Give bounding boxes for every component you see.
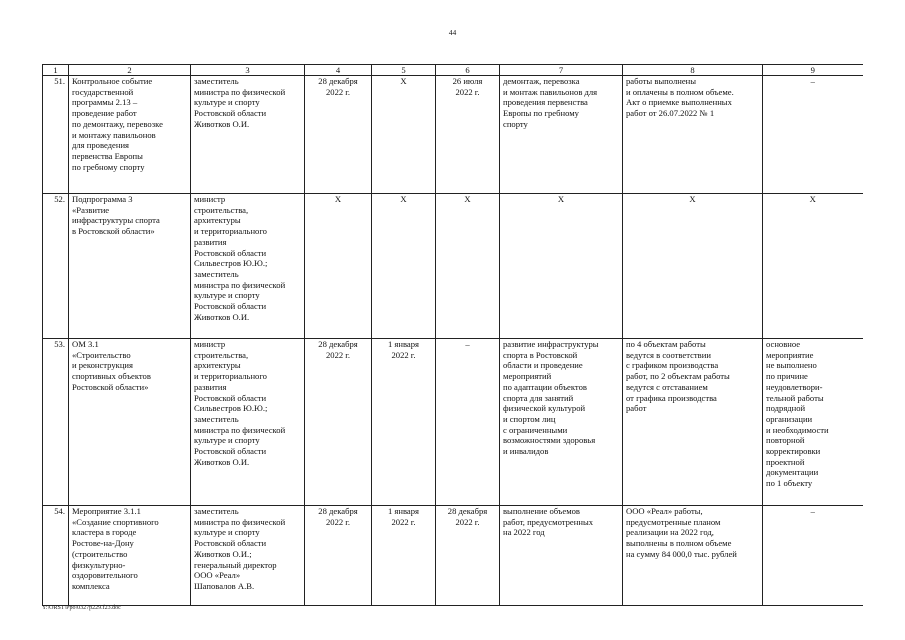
actual-result: по 4 объектам работы ведутся в соответствии с графиком производства работ, по 2 объектам работы ведутся с отставанием от графика производства работ bbox=[623, 339, 763, 506]
row-number: 53. bbox=[43, 339, 69, 506]
expected-result: развитие инфраструктуры спорта в Ростовской области и проведение мероприятий по адаптации объектов спорта для занятий физической культурой и спортом лиц с ограниченными возможностями здоровья и инвалидов bbox=[500, 339, 623, 506]
expected-result: выполнение объемов работ, предусмотренных на 2022 год bbox=[500, 506, 623, 606]
item-name: Мероприятие 3.1.1 «Создание спортивного кластера в городе Ростове-на-Дону (строительство физкультурно- оздоровительного комплекса bbox=[69, 506, 191, 606]
table-row bbox=[43, 506, 863, 606]
planned-date: Х bbox=[305, 194, 372, 339]
actual-result: ООО «Реал» работы, предусмотренные планом реализации на 2022 год, выполнены в полном объеме на сумму 84 000,0 тыс. рублей bbox=[623, 506, 763, 606]
actual-date: – bbox=[436, 339, 500, 506]
actual-result: работы выполнены и оплачены в полном объеме. Акт о приемке выполненных работ от 26.07.2022 № 1 bbox=[623, 76, 763, 194]
row-number: 52. bbox=[43, 194, 69, 339]
column-number: 2 bbox=[69, 65, 191, 76]
actual-date: 28 декабря 2022 г. bbox=[436, 506, 500, 606]
expected-result: демонтаж, перевозка и монтаж павильонов для проведения первенства Европы по гребному спорту bbox=[500, 76, 623, 194]
start-date: Х bbox=[372, 76, 436, 194]
start-date: Х bbox=[372, 194, 436, 339]
deviation-reason: Х bbox=[763, 194, 863, 339]
item-name: Контрольное событие государственной программы 2.13 – проведение работ по демонтажу, перевозке и монтажу павильонов для проведения первенства Европы по гребному спорту bbox=[69, 76, 191, 194]
column-number: 1 bbox=[43, 65, 69, 76]
report-table bbox=[42, 64, 863, 606]
responsible-person: заместитель министра по физической культуре и спорту Ростовской области Животков О.И.; генеральный директор ООО «Реал» Шаповалов А.В. bbox=[191, 506, 305, 606]
row-number: 54. bbox=[43, 506, 69, 606]
column-number: 7 bbox=[500, 65, 623, 76]
deviation-reason: – bbox=[763, 76, 863, 194]
expected-result: Х bbox=[500, 194, 623, 339]
responsible-person: министр строительства, архитектуры и территориального развития Ростовской области Сильвестров Ю.Ю.; заместитель министра по физической культуре и спорту Ростовской области Животков О.И. bbox=[191, 339, 305, 506]
column-number: 8 bbox=[623, 65, 763, 76]
planned-date: 28 декабря 2022 г. bbox=[305, 76, 372, 194]
column-number: 5 bbox=[372, 65, 436, 76]
responsible-person: министр строительства, архитектуры и территориального развития Ростовской области Сильвестров Ю.Ю.; заместитель министра по физической культуре и спорту Ростовской области Животков О.И. bbox=[191, 194, 305, 339]
row-number: 51. bbox=[43, 76, 69, 194]
file-path-footer: Y:\ORST\Ppo\0327p229.f23.doc bbox=[42, 605, 121, 611]
column-number: 4 bbox=[305, 65, 372, 76]
planned-date: 28 декабря 2022 г. bbox=[305, 506, 372, 606]
table-row bbox=[43, 76, 863, 194]
item-name: Подпрограмма 3 «Развитие инфраструктуры спорта в Ростовской области» bbox=[69, 194, 191, 339]
responsible-person: заместитель министра по физической культуре и спорту Ростовской области Животков О.И. bbox=[191, 76, 305, 194]
table-row bbox=[43, 339, 863, 506]
start-date: 1 января 2022 г. bbox=[372, 506, 436, 606]
deviation-reason: основное мероприятие не выполнено по причине неудовлетвори- тельной работы подрядной организации и необходимости повторной корректировки проектной документации по 1 объекту bbox=[763, 339, 863, 506]
actual-date: 26 июля 2022 г. bbox=[436, 76, 500, 194]
actual-date: Х bbox=[436, 194, 500, 339]
column-number: 6 bbox=[436, 65, 500, 76]
column-number-row bbox=[43, 65, 863, 76]
table-row bbox=[43, 194, 863, 339]
planned-date: 28 декабря 2022 г. bbox=[305, 339, 372, 506]
deviation-reason: – bbox=[763, 506, 863, 606]
actual-result: Х bbox=[623, 194, 763, 339]
page-number: 44 bbox=[448, 28, 457, 37]
start-date: 1 января 2022 г. bbox=[372, 339, 436, 506]
column-number: 9 bbox=[763, 65, 863, 76]
item-name: ОМ 3.1 «Строительство и реконструкция спортивных объектов Ростовской области» bbox=[69, 339, 191, 506]
column-number: 3 bbox=[191, 65, 305, 76]
